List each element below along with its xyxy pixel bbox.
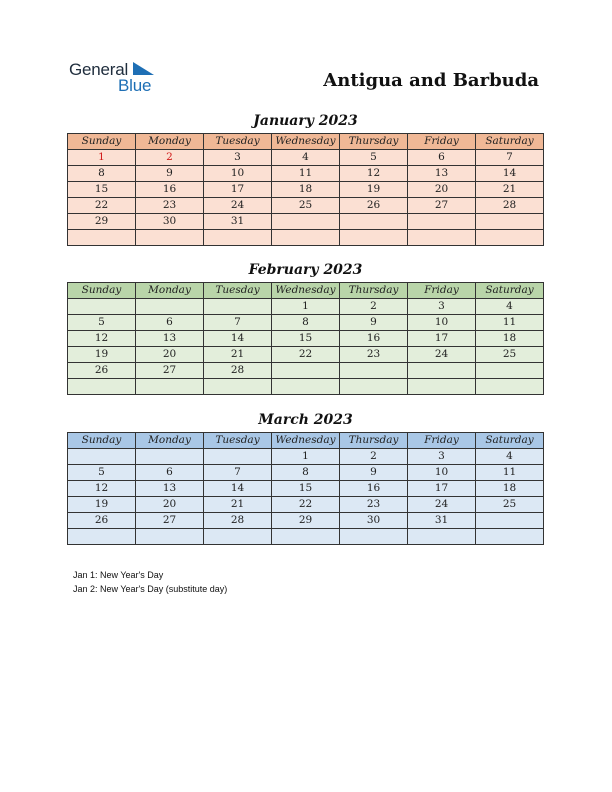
weekday-header-friday: Friday: [408, 283, 476, 299]
day-cell: 6: [408, 150, 476, 166]
blue-triangle-flag-icon: [133, 62, 155, 76]
day-cell: 14: [476, 166, 544, 182]
weekday-header-saturday: Saturday: [476, 433, 544, 449]
day-cell: 5: [340, 150, 408, 166]
day-cell: 12: [68, 331, 136, 347]
day-cell: 25: [476, 497, 544, 513]
day-cell: 1: [68, 150, 136, 166]
day-cell: 27: [136, 363, 204, 379]
week-row: [68, 331, 544, 347]
empty-day-cell: [204, 529, 272, 545]
empty-day-cell: [408, 363, 476, 379]
weekday-header-monday: Monday: [136, 134, 204, 150]
country-title: Antigua and Barbuda: [323, 70, 539, 91]
week-row: [68, 150, 544, 166]
day-cell: 20: [136, 347, 204, 363]
day-cell: 30: [340, 513, 408, 529]
week-row: [68, 497, 544, 513]
weekday-header-friday: Friday: [408, 134, 476, 150]
empty-day-cell: [340, 230, 408, 246]
day-cell: 28: [476, 198, 544, 214]
empty-day-cell: [476, 379, 544, 395]
weekday-header-row: [68, 283, 544, 299]
day-cell: 16: [136, 182, 204, 198]
day-cell: 22: [272, 497, 340, 513]
week-row: [68, 481, 544, 497]
day-cell: 18: [272, 182, 340, 198]
day-cell: 7: [476, 150, 544, 166]
empty-day-cell: [272, 363, 340, 379]
day-cell: 17: [408, 481, 476, 497]
week-row: [68, 315, 544, 331]
calendar-march: [67, 432, 544, 545]
day-cell: 18: [476, 331, 544, 347]
day-cell: 24: [408, 347, 476, 363]
empty-day-cell: [136, 529, 204, 545]
empty-day-cell: [408, 379, 476, 395]
month-title-february: February 2023: [248, 262, 363, 278]
generalblue-logo: [69, 60, 159, 96]
empty-day-cell: [272, 230, 340, 246]
weekday-header-thursday: Thursday: [340, 433, 408, 449]
empty-day-cell: [408, 214, 476, 230]
day-cell: 20: [136, 497, 204, 513]
day-cell: 28: [204, 513, 272, 529]
weekday-header-monday: Monday: [136, 433, 204, 449]
day-cell: 4: [476, 299, 544, 315]
empty-day-cell: [68, 449, 136, 465]
day-cell: 3: [204, 150, 272, 166]
day-cell: 24: [408, 497, 476, 513]
empty-day-cell: [204, 230, 272, 246]
holiday-note: Jan 2: New Year's Day (substitute day): [73, 584, 228, 594]
empty-day-cell: [272, 379, 340, 395]
weekday-header-tuesday: Tuesday: [204, 134, 272, 150]
empty-day-cell: [204, 379, 272, 395]
weekday-header-sunday: Sunday: [68, 283, 136, 299]
empty-day-cell: [204, 449, 272, 465]
weekday-header-wednesday: Wednesday: [272, 283, 340, 299]
weekday-header-wednesday: Wednesday: [272, 433, 340, 449]
day-cell: 5: [68, 315, 136, 331]
day-cell: 21: [204, 497, 272, 513]
day-cell: 15: [272, 481, 340, 497]
holiday-note: Jan 1: New Year's Day: [73, 570, 164, 580]
day-cell: 1: [272, 449, 340, 465]
day-cell: 15: [272, 331, 340, 347]
day-cell: 21: [204, 347, 272, 363]
day-cell: 26: [340, 198, 408, 214]
logo-text-general: General: [69, 60, 129, 79]
day-cell: 15: [68, 182, 136, 198]
empty-day-cell: [476, 529, 544, 545]
day-cell: 18: [476, 481, 544, 497]
weekday-header-sunday: Sunday: [68, 134, 136, 150]
empty-day-cell: [476, 214, 544, 230]
day-cell: 8: [272, 315, 340, 331]
week-row: [68, 198, 544, 214]
weekday-header-row: [68, 433, 544, 449]
calendar-body: [68, 150, 544, 246]
empty-day-cell: [272, 529, 340, 545]
empty-day-cell: [408, 230, 476, 246]
day-cell: 25: [476, 347, 544, 363]
day-cell: 1: [272, 299, 340, 315]
weekday-header-tuesday: Tuesday: [204, 283, 272, 299]
day-cell: 19: [68, 497, 136, 513]
empty-day-cell: [68, 299, 136, 315]
day-cell: 17: [408, 331, 476, 347]
day-cell: 13: [408, 166, 476, 182]
weekday-header-friday: Friday: [408, 433, 476, 449]
day-cell: 24: [204, 198, 272, 214]
weekday-header-monday: Monday: [136, 283, 204, 299]
day-cell: 12: [340, 166, 408, 182]
empty-day-cell: [340, 379, 408, 395]
day-cell: 28: [204, 363, 272, 379]
day-cell: 5: [68, 465, 136, 481]
day-cell: 13: [136, 331, 204, 347]
day-cell: 16: [340, 481, 408, 497]
day-cell: 11: [476, 315, 544, 331]
day-cell: 7: [204, 465, 272, 481]
day-cell: 2: [136, 150, 204, 166]
day-cell: 12: [68, 481, 136, 497]
week-row: [68, 513, 544, 529]
day-cell: 26: [68, 513, 136, 529]
day-cell: 3: [408, 299, 476, 315]
day-cell: 27: [408, 198, 476, 214]
day-cell: 23: [340, 497, 408, 513]
week-row: [68, 230, 544, 246]
day-cell: 29: [272, 513, 340, 529]
day-cell: 10: [204, 166, 272, 182]
week-row: [68, 166, 544, 182]
weekday-header-saturday: Saturday: [476, 134, 544, 150]
day-cell: 23: [340, 347, 408, 363]
day-cell: 26: [68, 363, 136, 379]
day-cell: 31: [408, 513, 476, 529]
empty-day-cell: [68, 379, 136, 395]
empty-day-cell: [476, 363, 544, 379]
week-row: [68, 363, 544, 379]
weekday-header-wednesday: Wednesday: [272, 134, 340, 150]
empty-day-cell: [408, 529, 476, 545]
day-cell: 16: [340, 331, 408, 347]
day-cell: 10: [408, 315, 476, 331]
empty-day-cell: [136, 379, 204, 395]
day-cell: 22: [272, 347, 340, 363]
day-cell: 3: [408, 449, 476, 465]
day-cell: 14: [204, 331, 272, 347]
weekday-header-saturday: Saturday: [476, 283, 544, 299]
week-row: [68, 347, 544, 363]
empty-day-cell: [68, 529, 136, 545]
empty-day-cell: [340, 363, 408, 379]
day-cell: 4: [272, 150, 340, 166]
day-cell: 25: [272, 198, 340, 214]
day-cell: 10: [408, 465, 476, 481]
empty-day-cell: [340, 529, 408, 545]
empty-day-cell: [476, 513, 544, 529]
day-cell: 9: [340, 315, 408, 331]
empty-day-cell: [272, 214, 340, 230]
weekday-header-thursday: Thursday: [340, 283, 408, 299]
month-title-march: March 2023: [258, 412, 353, 428]
week-row: [68, 379, 544, 395]
week-row: [68, 449, 544, 465]
week-row: [68, 214, 544, 230]
day-cell: 2: [340, 299, 408, 315]
day-cell: 6: [136, 465, 204, 481]
weekday-header-thursday: Thursday: [340, 134, 408, 150]
day-cell: 4: [476, 449, 544, 465]
empty-day-cell: [136, 449, 204, 465]
empty-day-cell: [68, 230, 136, 246]
calendar-february: [67, 282, 544, 395]
day-cell: 7: [204, 315, 272, 331]
week-row: [68, 465, 544, 481]
day-cell: 21: [476, 182, 544, 198]
day-cell: 19: [68, 347, 136, 363]
empty-day-cell: [340, 214, 408, 230]
week-row: [68, 182, 544, 198]
day-cell: 9: [340, 465, 408, 481]
logo-text-blue: Blue: [118, 76, 152, 95]
day-cell: 20: [408, 182, 476, 198]
calendar-january: [67, 133, 544, 246]
holiday-notes: [73, 568, 227, 596]
week-row: [68, 299, 544, 315]
day-cell: 23: [136, 198, 204, 214]
day-cell: 2: [340, 449, 408, 465]
day-cell: 8: [272, 465, 340, 481]
calendar-body: [68, 449, 544, 545]
weekday-header-row: [68, 134, 544, 150]
empty-day-cell: [136, 230, 204, 246]
week-row: [68, 529, 544, 545]
weekday-header-tuesday: Tuesday: [204, 433, 272, 449]
empty-day-cell: [476, 230, 544, 246]
calendar-body: [68, 299, 544, 395]
day-cell: 11: [476, 465, 544, 481]
day-cell: 30: [136, 214, 204, 230]
weekday-header-sunday: Sunday: [68, 433, 136, 449]
day-cell: 11: [272, 166, 340, 182]
empty-day-cell: [204, 299, 272, 315]
day-cell: 22: [68, 198, 136, 214]
day-cell: 9: [136, 166, 204, 182]
month-title-january: January 2023: [253, 113, 358, 129]
day-cell: 8: [68, 166, 136, 182]
day-cell: 17: [204, 182, 272, 198]
day-cell: 19: [340, 182, 408, 198]
day-cell: 14: [204, 481, 272, 497]
day-cell: 6: [136, 315, 204, 331]
day-cell: 29: [68, 214, 136, 230]
day-cell: 13: [136, 481, 204, 497]
empty-day-cell: [136, 299, 204, 315]
day-cell: 31: [204, 214, 272, 230]
day-cell: 27: [136, 513, 204, 529]
